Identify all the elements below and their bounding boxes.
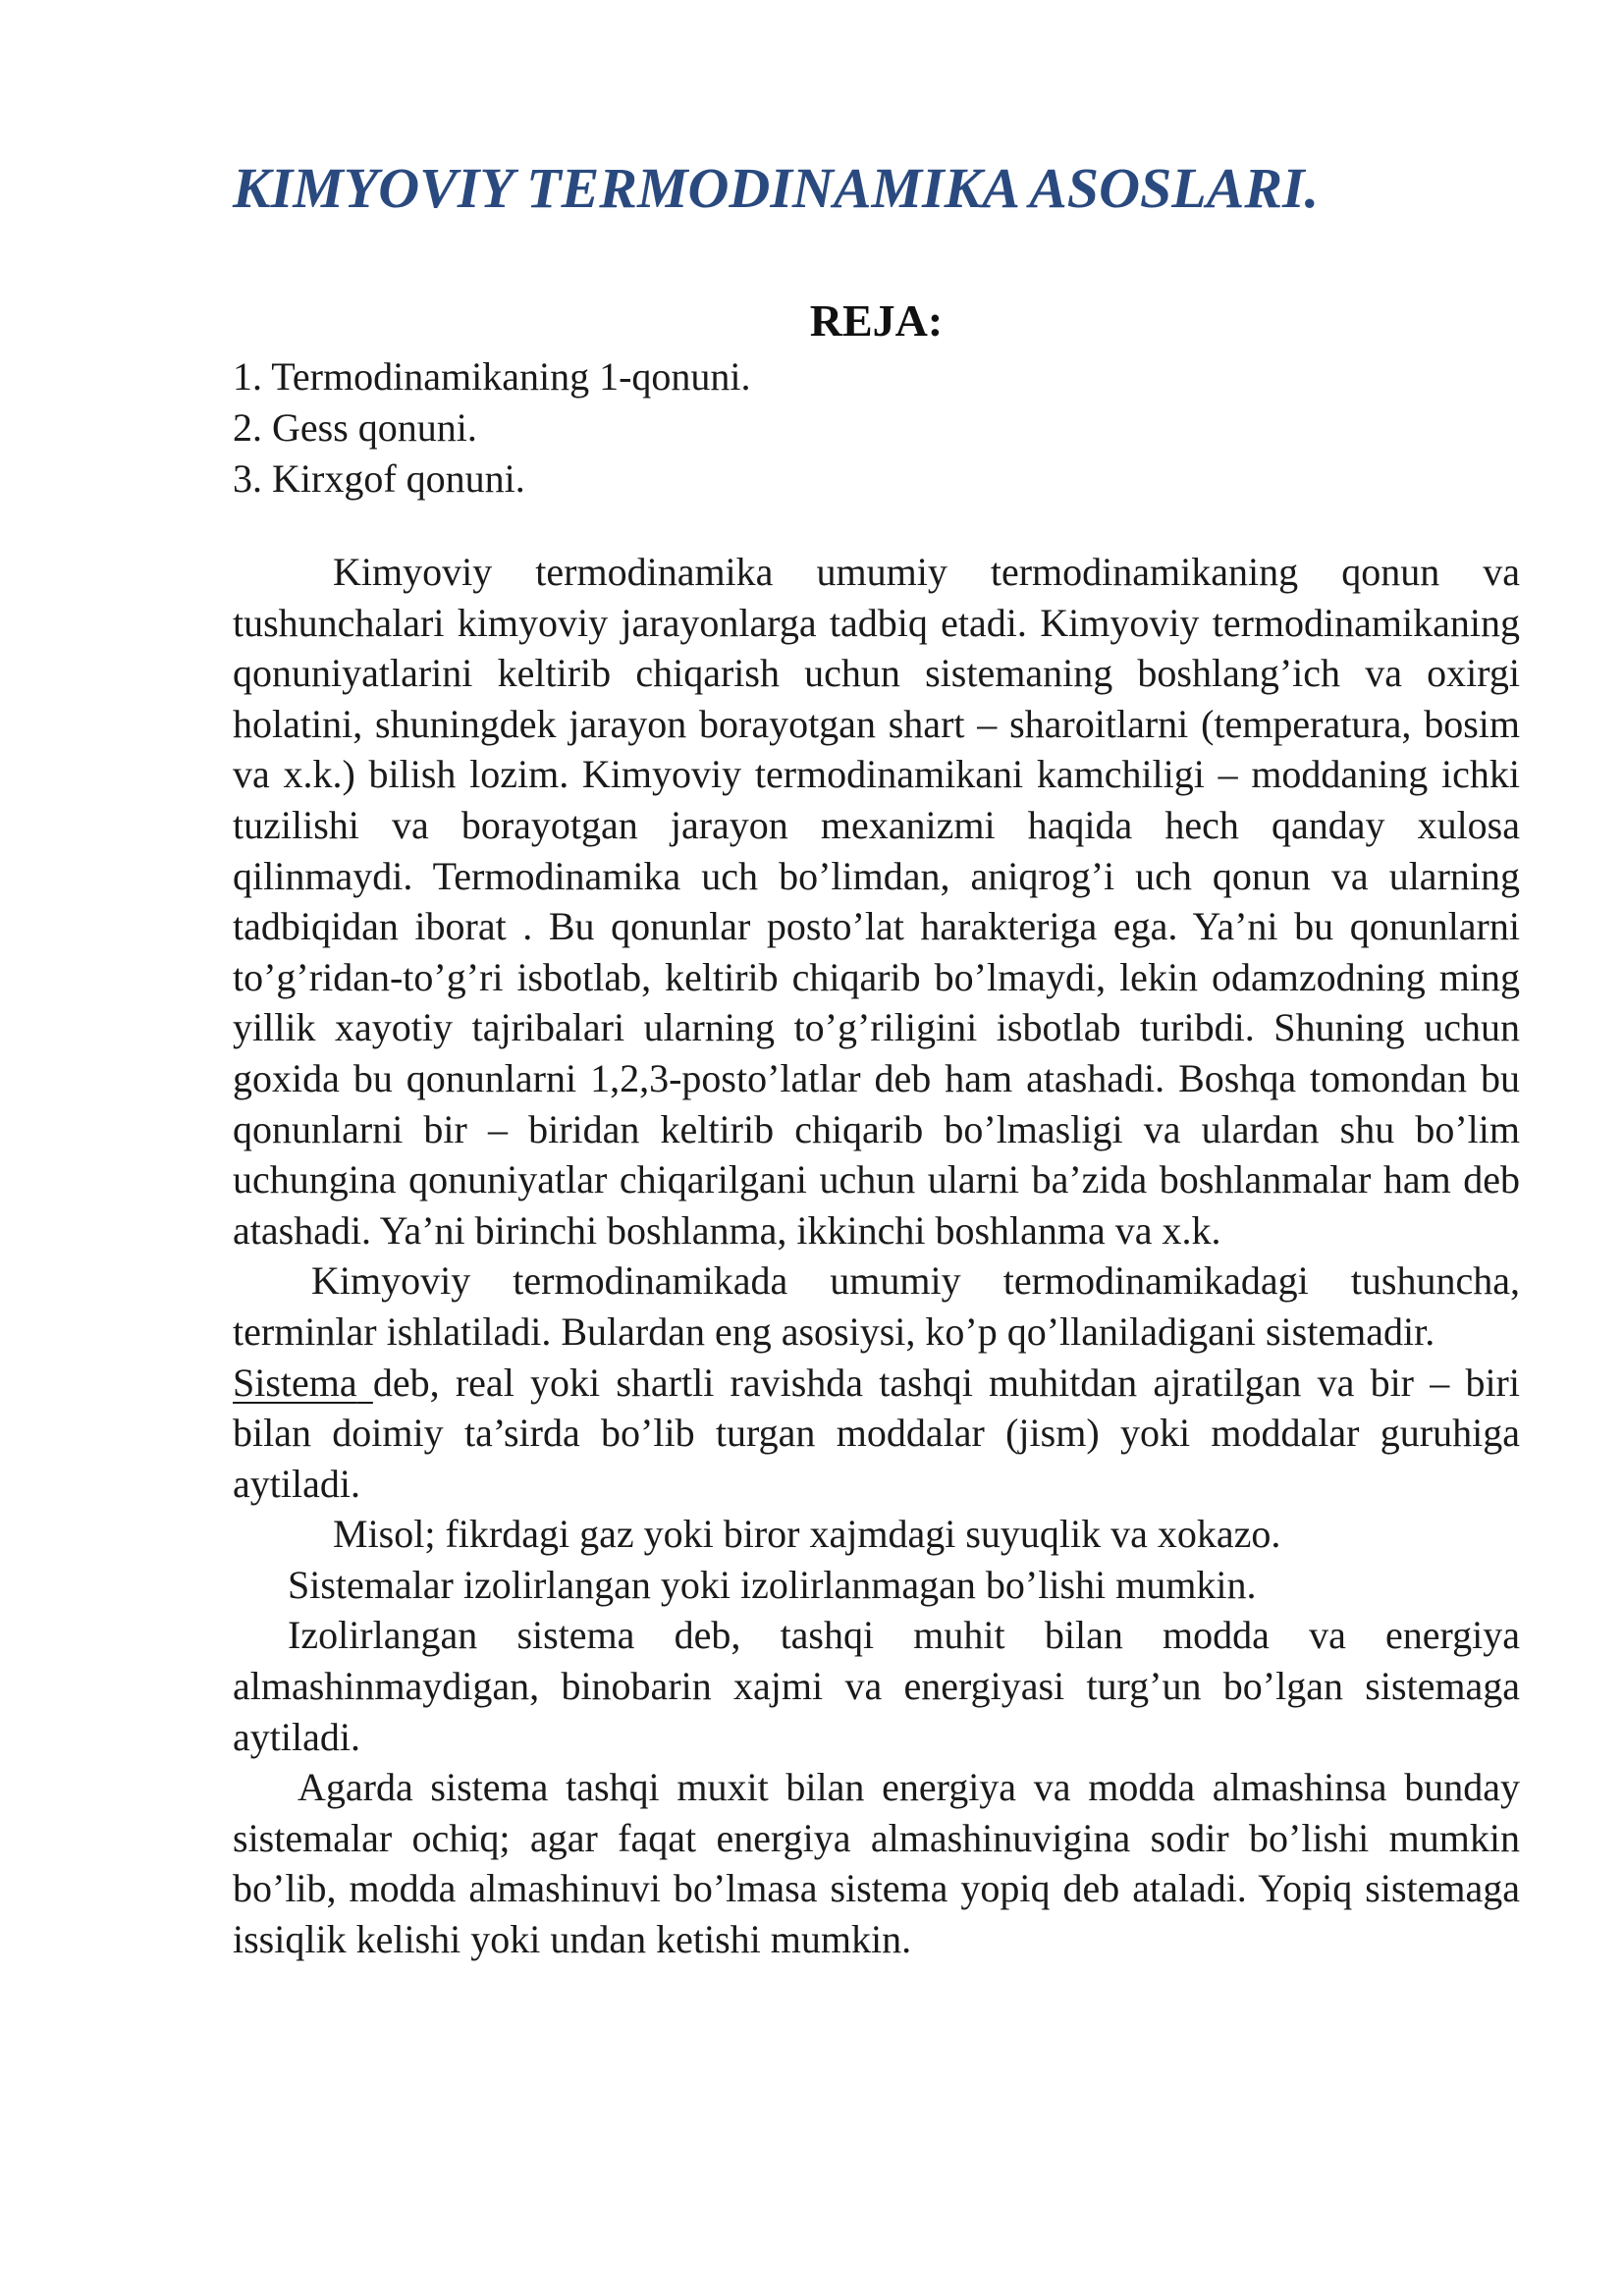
paragraph-system-types: Sistemalar izolirlangan yoki izolirlanmagan bo’lishi mumkin. [288,1562,1257,1607]
paragraph-system-definition [233,1358,1520,1510]
paragraph-isolated-system: Izolirlangan sistema deb, tashqi muhit bilan modda va energiya almashinmaydigan, binobarin xajmi va energiyasi turg’un bo’lgan sistemaga aytiladi. [233,1613,1520,1759]
paragraph-concepts: Kimyoviy termodinamikada umumiy termodinamikadagi tushuncha, terminlar ishlatiladi. Bulardan eng asosiysi, ko’p qo’llaniladigani sistemadir. [233,1258,1520,1354]
term-sistema: Sistema [233,1360,357,1405]
document-title: KIMYOVIY TERMODINAMIKA ASOSLARI. [233,156,1320,220]
system-definition-text: deb, real yoki shartli ravishda tashqi muhitdan ajratilgan va bir – biri bilan doimiy ta’sirda bo’lib turgan moddalar (jism) yoki moddalar guruhiga aytiladi. [233,1360,1520,1506]
plan-item: 2. Gess qonuni. [233,405,477,450]
plan-list [233,351,751,505]
paragraph-example: Misol; fikrdagi gaz yoki biror xajmdagi suyuqlik va xokazo. [333,1512,1281,1557]
document-body [233,547,1520,1965]
plan-heading: REJA: [809,295,944,346]
paragraph-open-closed-system: Agarda sistema tashqi muxit bilan energiya va modda almashinsa bunday sistemalar ochiq; agar faqat energiya almashinuvigina sodir bo’lishi mumkin bo’lib, modda almashinuvi bo’lmasa sistema yopiq deb ataladi. Yopiq sistemaga issiqlik kelishi yoki undan ketishi mumkin. [233,1765,1520,1962]
plan-item: 3. Kirxgof qonuni. [233,456,525,501]
paragraph-intro: Kimyoviy termodinamika umumiy termodinamikaning qonun va tushunchalari kimyoviy jarayonlarga tadbiq etadi. Kimyoviy termodinamikaning qonuniyatlarini keltirib chiqarish uchun sistemaning boshlang’ich va oxirgi holatini, shuningdek jarayon borayotgan shart – sharoitlarni (temperatura, bosim va x.k.) bilish lozim. Kimyoviy termodinamikani kamchiligi – moddaning ichki tuzilishi va borayotgan jarayon mexanizmi haqida hech qanday xulosa qilinmaydi. Termodinamika uch bo’limdan, aniqrog’i uch qonun va ularning tadbiqidan iborat . Bu qonunlar posto’lat harakteriga ega. Ya’ni bu qonunlarni to’g’ridan-to’g’ri isbotlab, keltirib chiqarib bo’lmaydi, lekin odamzodning ming yillik xayotiy tajribalari ularning to’g’riligini isbotlab turibdi. Shuning uchun goxida bu qonunlarni 1,2,3-posto’latlar deb ham atashadi. Boshqa tomondan bu qonunlarni bir – biridan keltirib chiqarib bo’lmasligi va ulardan shu bo’lim uchungina qonuniyatlar chiqarilgani uchun ularni ba’zida boshlanmalar ham deb atashadi. Ya’ni birinchi boshlanma, ikkinchi boshlanma va x.k. [233,550,1520,1253]
term-underline-tail [357,1361,373,1405]
plan-item: 1. Termodinamikaning 1-qonuni. [233,354,751,399]
